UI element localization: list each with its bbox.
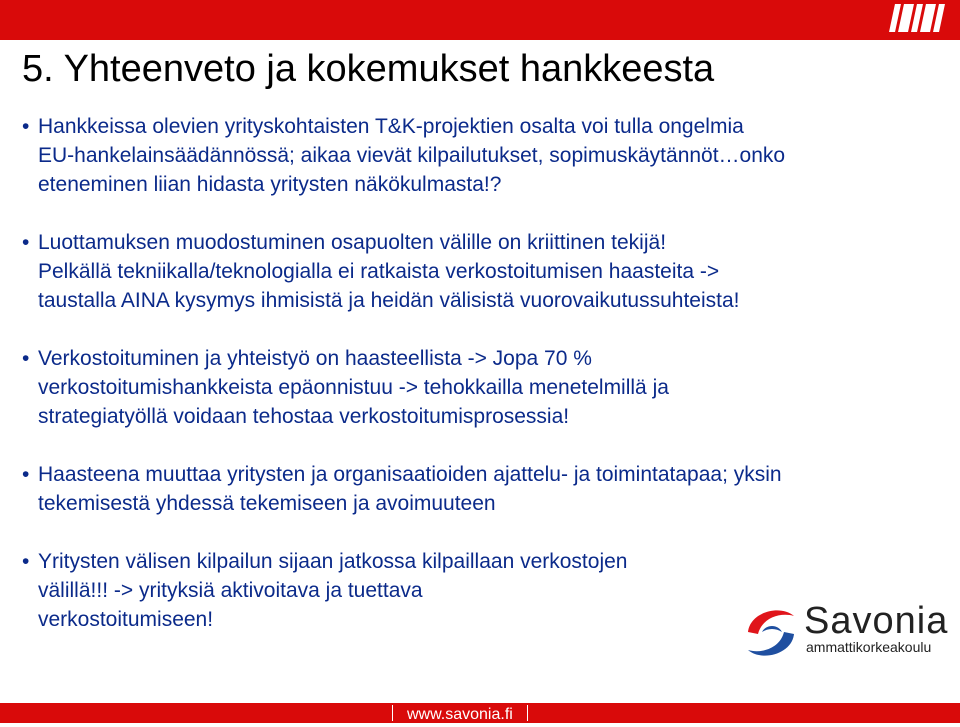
- bullet-dot-icon: •: [22, 347, 30, 370]
- bullet-item: • Verkostoituminen ja yhteistyö on haasteellista -> Jopa 70 % verkostoitumishankkeista epäonnistuu -> tehokkailla menetelmillä ja strategiatyöllä voidaan tehostaa verkostoitumisprosessia!: [22, 344, 932, 431]
- bullet-dot-icon: •: [22, 115, 30, 138]
- bullet-dot-icon: •: [22, 550, 30, 573]
- savonia-logo: [740, 598, 955, 668]
- savonia-mark-icon: [892, 4, 942, 32]
- footer-url-text[interactable]: www.savonia.fi: [407, 706, 513, 723]
- bullet-item: • Yritysten välisen kilpailun sijaan jatkossa kilpaillaan verkostojen välillä!!! -> yrityksiä aktivoitava ja tuettava verkostoitumiseen!: [22, 547, 932, 634]
- bullet-list: [22, 112, 932, 634]
- footer-url[interactable]: [378, 703, 542, 723]
- bullet-item: • Luottamuksen muodostuminen osapuolten välille on kriittinen tekijä! Pelkällä tekniikalla/teknologialla ei ratkaista verkostoitumisen haasteita -> taustalla AINA kysymys ihmisistä ja heidän välisistä vuorovaikutussuhteista!: [22, 228, 932, 315]
- logo-tagline: ammattikorkeakoulu: [806, 639, 932, 655]
- bullet-dot-icon: •: [22, 231, 30, 254]
- logo-brand: Savonia: [804, 600, 949, 642]
- divider: [527, 705, 528, 721]
- savonia-swirl-icon: [740, 602, 802, 664]
- bullet-dot-icon: •: [22, 463, 30, 486]
- top-banner: [0, 0, 960, 40]
- bullet-item: • Haasteena muuttaa yritysten ja organisaatioiden ajattelu- ja toimintatapaa; yksin tekemisestä yhdessä tekemiseen ja avoimuuteen: [22, 460, 932, 518]
- divider: [392, 705, 393, 721]
- bullet-item: • Hankkeissa olevien yrityskohtaisten T&K-projektien osalta voi tulla ongelmia EU-hankelainsäädännössä; aikaa vievät kilpailutukset, sopimuskäytännöt…onko eteneminen liian hidasta yritysten näkökulmasta!?: [22, 112, 932, 199]
- slide-title: 5. Yhteenveto ja kokemukset hankkeesta: [22, 48, 715, 90]
